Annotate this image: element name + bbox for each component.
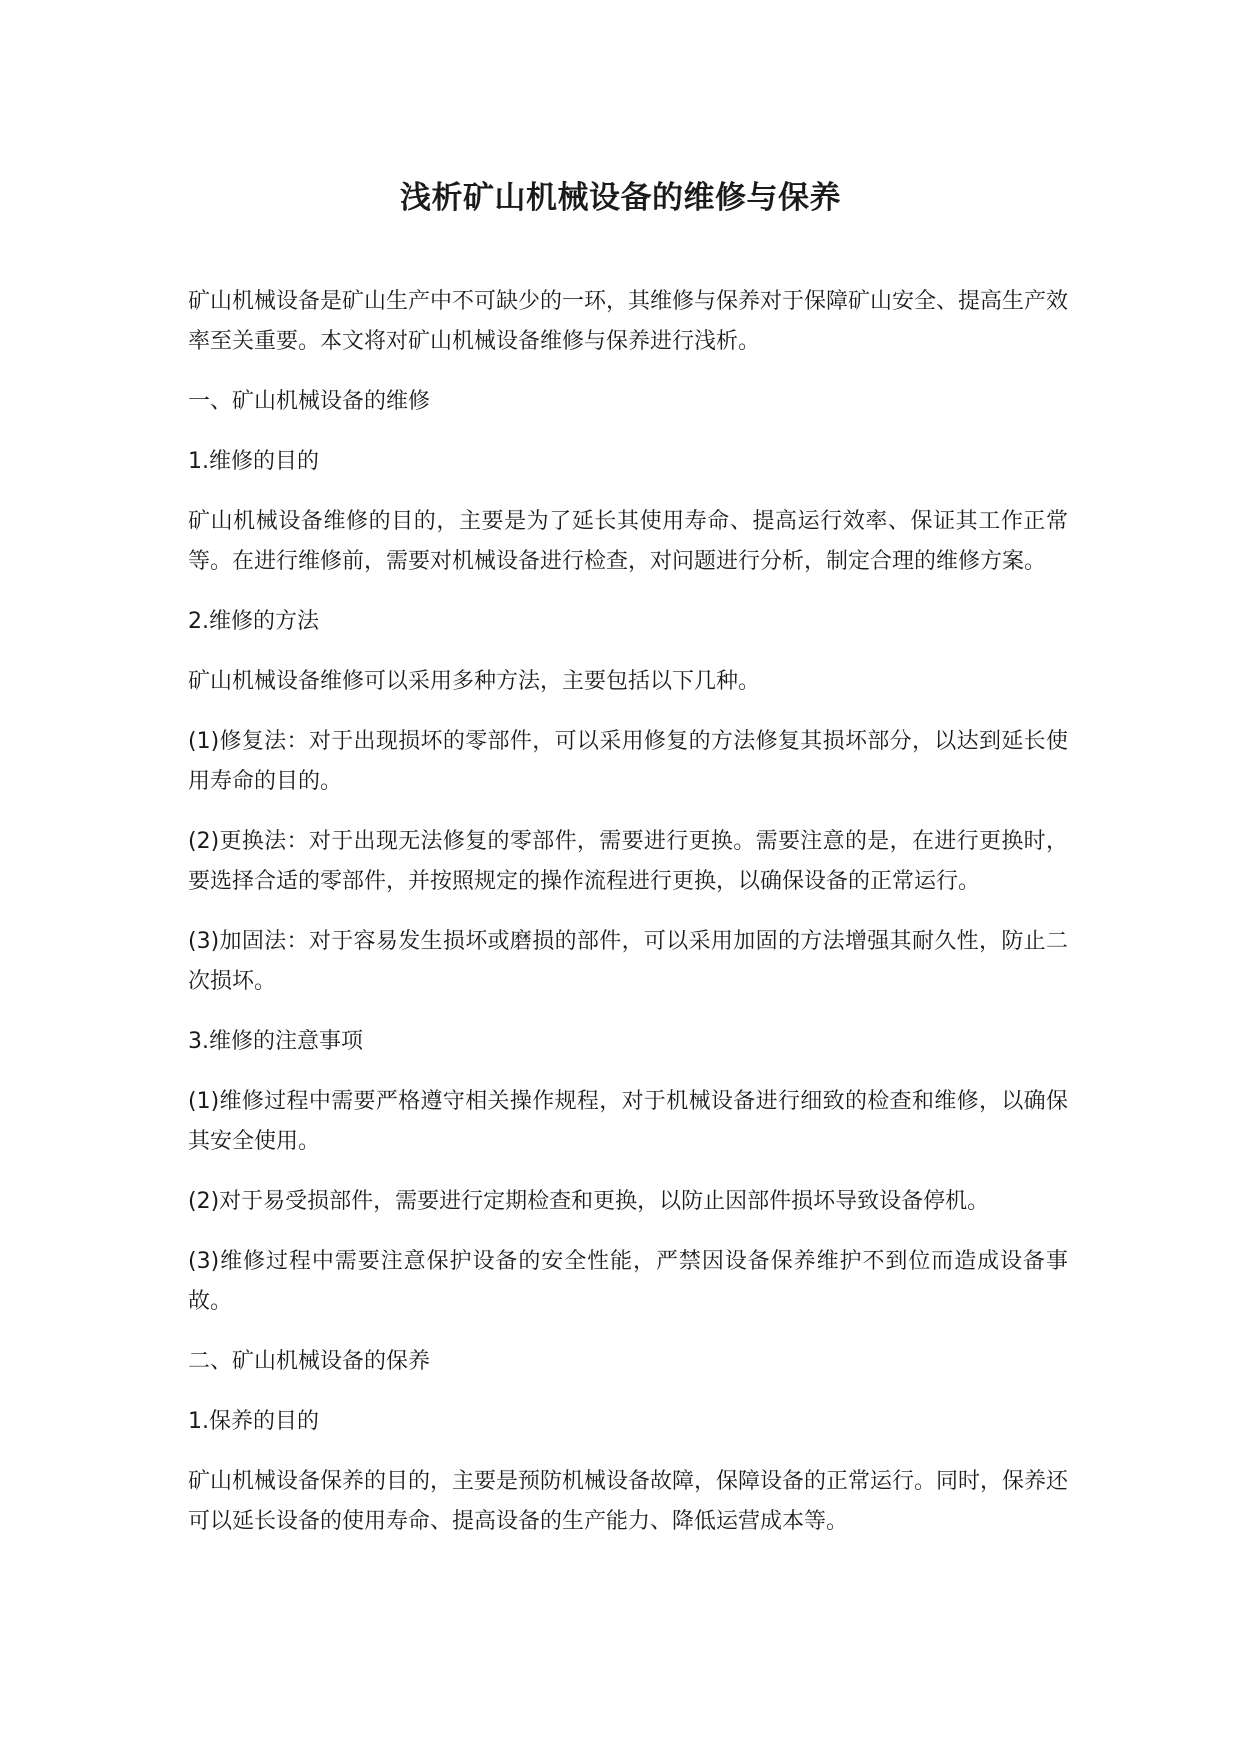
paragraph-note-1: (1)维修过程中需要严格遵守相关操作规程，对于机械设备进行细致的检查和维修，以确保其安全使用。 (188, 1089, 1068, 1154)
subheading-repair-notes: 3.维修的注意事项 (188, 1029, 363, 1054)
section-heading-upkeep: 二、矿山机械设备的保养 (188, 1349, 431, 1374)
paragraph-repair-purpose: 矿山机械设备维修的目的，主要是为了延长其使用寿命、提高运行效率、保证其工作正常等。在进行维修前，需要对机械设备进行检查，对问题进行分析，制定合理的维修方案。 (188, 509, 1068, 574)
paragraph-note-2: (2)对于易受损部件，需要进行定期检查和更换，以防止因部件损坏导致设备停机。 (188, 1189, 990, 1214)
paragraph-repair-methods-intro: 矿山机械设备维修可以采用多种方法，主要包括以下几种。 (188, 669, 761, 694)
intro-paragraph: 矿山机械设备是矿山生产中不可缺少的一环，其维修与保养对于保障矿山安全、提高生产效率至关重要。本文将对矿山机械设备维修与保养进行浅析。 (188, 289, 1069, 354)
section-heading-maintenance: 一、矿山机械设备的维修 (188, 389, 431, 414)
subheading-repair-methods: 2.维修的方法 (188, 609, 319, 634)
document-body (188, 282, 1068, 1562)
paragraph-note-3: (3)维修过程中需要注意保护设备的安全性能，严禁因设备保养维护不到位而造成设备事故。 (188, 1249, 1068, 1314)
subheading-upkeep-purpose: 1.保养的目的 (188, 1409, 319, 1434)
document-title: 浅析矿山机械设备的维修与保养 (400, 180, 841, 216)
subheading-repair-purpose: 1.维修的目的 (188, 449, 319, 474)
paragraph-upkeep-purpose: 矿山机械设备保养的目的，主要是预防机械设备故障，保障设备的正常运行。同时，保养还可以延长设备的使用寿命、提高设备的生产能力、降低运营成本等。 (188, 1469, 1069, 1534)
paragraph-method-replace: (2)更换法：对于出现无法修复的零部件，需要进行更换。需要注意的是，在进行更换时，要选择合适的零部件，并按照规定的操作流程进行更换，以确保设备的正常运行。 (188, 829, 1068, 894)
paragraph-method-repair: (1)修复法：对于出现损坏的零部件，可以采用修复的方法修复其损坏部分，以达到延长使用寿命的目的。 (188, 729, 1068, 794)
paragraph-method-reinforce: (3)加固法：对于容易发生损坏或磨损的部件，可以采用加固的方法增强其耐久性，防止二次损坏。 (188, 929, 1068, 994)
